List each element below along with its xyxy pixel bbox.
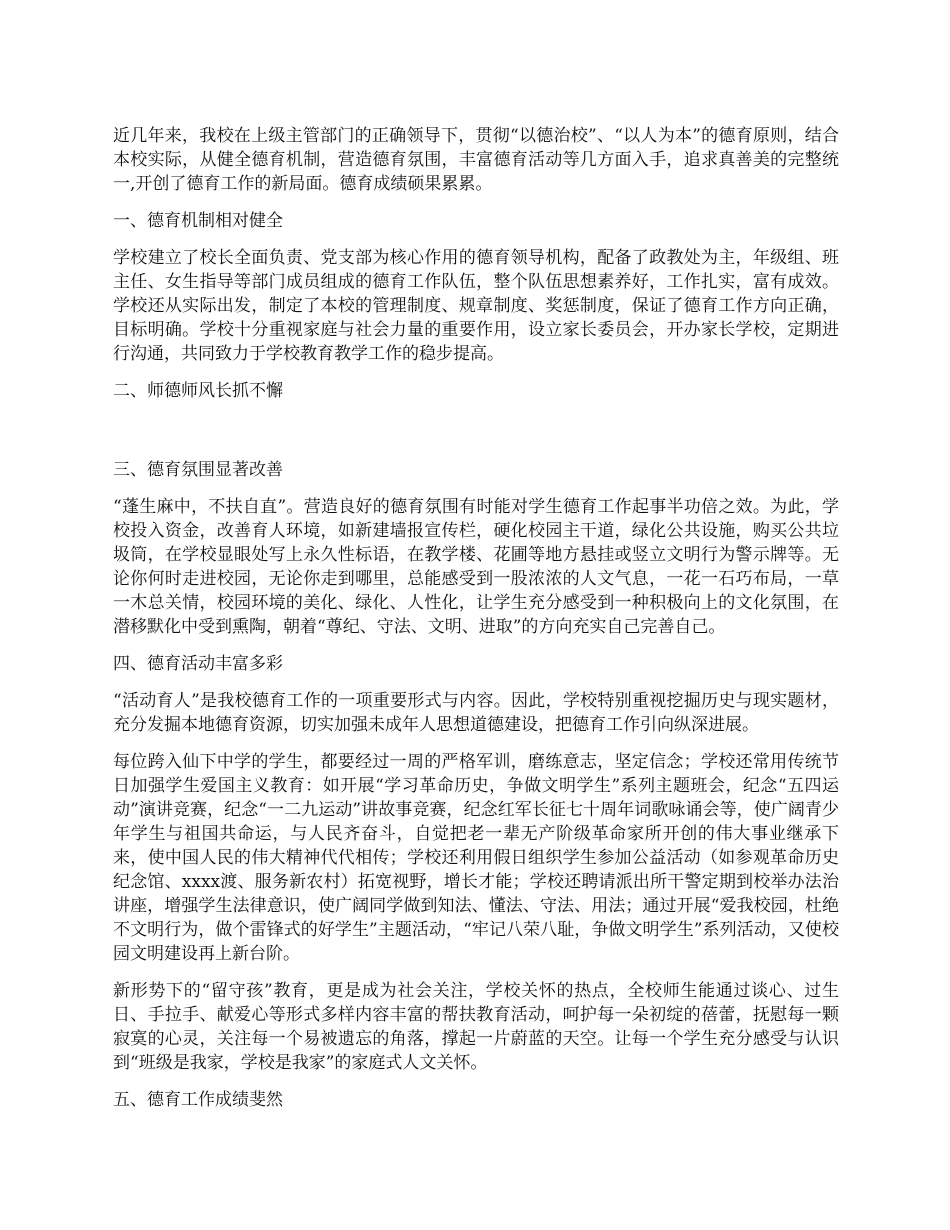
section-3-paragraph: “蓬生麻中，不扶自直”。营造良好的德育氛围有时能对学生德育工作起事半功倍之效。为此，学校投入资金，改善育人环境，如新建墙报宣传栏，硬化校园主干道，绿化公共设施，购买公共垃圾筒，在学校显眼处写上永久性标语，在教学楼、花圃等地方悬挂或竖立文明行为警示牌等。无论你何时走进校园，无论你走到哪里，总能感受到一股浓浓的人文气息，一花一石巧布局，一草一木总关情，校园环境的美化、绿化、人性化，让学生充分感受到一种积极向上的文化氛围，在潜移默化中受到熏陶，朝着“尊纪、守法、文明、进取”的方向充实自己完善自己。 bbox=[113, 497, 839, 637]
intro-paragraph: 近几年来，我校在上级主管部门的正确领导下，贯彻“以德治校”、“以人为本”的德育原则，结合本校实际，从健全德育机制，营造德育氛围，丰富德育活动等几方面入手，追求真善美的完整统一,开创了德育工作的新局面。德育成绩硕果累累。 bbox=[113, 126, 839, 194]
section-4-paragraph-1: “活动育人”是我校德育工作的一项重要形式与内容。因此，学校特别重视挖掘历史与现实题材，充分发掘本地德育资源，切实加强未成年人思想道德建设，把德育工作引向纵深进展。 bbox=[113, 691, 839, 735]
section-heading-3: 三、德育氛围显著改善 bbox=[113, 460, 283, 480]
section-1-paragraph: 学校建立了校长全面负责、党支部为核心作用的德育领导机构，配备了政教处为主，年级组、班主任、女生指导等部门成员组成的德育工作队伍，整个队伍思想素养好，工作扎实，富有成效。学校还从实际出发，制定了本校的管理制度、规章制度、奖惩制度，保证了德育工作方向正确，目标明确。学校十分重视家庭与社会力量的重要作用，设立家长委员会，开办家长学校，定期进行沟通，共同致力于学校教育教学工作的稳步提高。 bbox=[113, 248, 839, 364]
section-heading-1: 一、德育机制相对健全 bbox=[113, 211, 283, 231]
blank-space bbox=[113, 416, 839, 458]
section-heading-2: 二、师德师风长抓不懈 bbox=[113, 381, 283, 401]
document-body bbox=[113, 124, 839, 1125]
section-4-paragraph-2: 每位跨入仙下中学的学生，都要经过一周的严格军训，磨练意志，坚定信念；学校还常用传统节日加强学生爱国主义教育：如开展“学习革命历史，争做文明学生”系列主题班会，纪念“五四运动”演讲竞赛，纪念“一二九运动”讲故事竞赛，纪念红军长征七十周年词歌咏诵会等，使广阔青少年学生与祖国共命运，与人民齐奋斗，自觉把老一辈无产阶级革命家所开创的伟大事业继承下来，使中国人民的伟大精神代代相传；学校还利用假日组织学生参加公益活动（如参观革命历史纪念馆、xxxx渡、服务新农村）拓宽视野，增长才能；学校还聘请派出所干警定期到校举办法治讲座，增强学生法律意识，使广阔同学做到知法、懂法、守法、用法；通过开展“爱我校园，杜绝不文明行为，做个雷锋式的好学生”主题活动，“牢记八荣八耻，争做文明学生”系列活动，又使校园文明建设再上新台阶。 bbox=[113, 752, 839, 964]
section-heading-4: 四、德育活动丰富多彩 bbox=[113, 654, 283, 674]
section-4-paragraph-3: 新形势下的“留守孩”教育，更是成为社会关注，学校关怀的热点，全校师生能通过谈心、过生日、手拉手、献爱心等形式多样内容丰富的帮扶教育活动，呵护每一朵初绽的蓓蕾，抚慰每一颗寂寞的心灵，关注每一个易被遗忘的角落，撑起一片蔚蓝的天空。让每一个学生充分感受与认识到“班级是我家，学校是我家”的家庭式人文关怀。 bbox=[113, 981, 839, 1073]
section-heading-5: 五、德育工作成绩斐然 bbox=[113, 1090, 283, 1110]
